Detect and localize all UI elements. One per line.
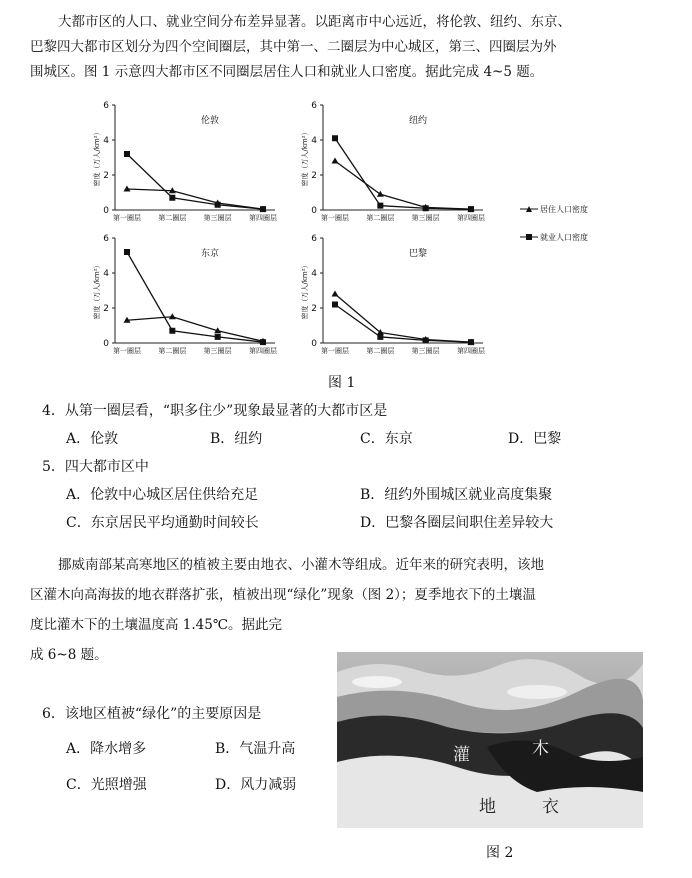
x-tick-label: 第三圈层 (411, 347, 440, 355)
data-point-employment (169, 328, 175, 334)
chart-newyork (283, 95, 503, 233)
data-point-employment (377, 334, 383, 340)
series-line-employment (127, 154, 263, 209)
y-tick-label: 2 (103, 304, 109, 314)
x-tick-label: 第三圈层 (411, 214, 440, 222)
data-point-employment (423, 337, 429, 343)
photo-label-lichen-2: 衣 (542, 797, 559, 817)
y-axis-label: 密度（万人/km²） (301, 261, 309, 320)
x-tick-label: 第四圈层 (249, 214, 277, 222)
chart-title: 东京 (200, 249, 220, 259)
data-point-employment (215, 334, 221, 340)
x-tick-label: 第一圈层 (113, 214, 141, 222)
photo-label-lichen-1: 地 (479, 797, 496, 817)
y-tick-label: 4 (311, 136, 317, 146)
y-tick-label: 6 (103, 234, 109, 244)
data-point-employment (332, 135, 338, 141)
y-axis-label: 密度（万人/km²） (93, 128, 101, 187)
question-5-option-b: B．纽约外围城区就业高度集聚 (360, 487, 553, 503)
data-point-employment (215, 202, 221, 208)
intro2-line-4: 成 6~8 题。 (30, 647, 108, 663)
data-point-employment (468, 206, 474, 212)
x-tick-label: 第四圈层 (249, 347, 277, 355)
y-tick-label: 4 (103, 136, 109, 146)
y-tick-label: 0 (103, 339, 109, 349)
data-point-employment (169, 195, 175, 201)
chart-london (75, 95, 295, 233)
legend-employment (520, 223, 588, 251)
series-line-employment (127, 252, 263, 342)
question-5-option-a: A．伦敦中心城区居住供给充足 (66, 487, 259, 503)
x-tick-label: 第三圈层 (203, 214, 232, 222)
data-point-residential (332, 291, 339, 297)
data-point-employment (124, 151, 130, 157)
chart-tokyo (75, 228, 295, 366)
y-tick-label: 2 (311, 304, 317, 314)
data-point-residential (169, 313, 176, 319)
legend-employment-label: 就业人口密度 (540, 232, 588, 242)
data-point-employment (377, 203, 383, 209)
question-6-option-a: A．降水增多 (66, 741, 147, 757)
question-6-option-d: D．风力减弱 (215, 777, 297, 793)
figure-1-caption: 图 1 (328, 375, 356, 391)
data-point-employment (260, 206, 266, 212)
legend-residential-label: 居住人口密度 (540, 204, 588, 214)
figure-2-photo (337, 652, 643, 828)
intro-line-3: 围城区。图 1 示意四大都市区不同圈层居住人口和就业人口密度。据此完成 4~5 题。 (30, 64, 544, 80)
question-6-option-b: B．气温升高 (215, 741, 296, 757)
chart-title: 巴黎 (408, 249, 428, 259)
series-line-residential (127, 317, 263, 342)
question-5-option-d: D．巴黎各圈层间职住差异较大 (360, 515, 554, 531)
x-tick-label: 第一圈层 (113, 347, 141, 355)
y-tick-label: 6 (103, 101, 109, 111)
question-5-option-c: C．东京居民平均通勤时间较长 (66, 515, 259, 531)
photo-label-shrub-2: 木 (532, 739, 549, 759)
chart-title: 纽约 (408, 116, 428, 126)
chart-legend (520, 195, 588, 251)
question-4-option-d: D．巴黎 (508, 431, 562, 447)
series-line-residential (127, 189, 263, 209)
x-tick-label: 第四圈层 (457, 214, 485, 222)
x-tick-label: 第四圈层 (457, 347, 485, 355)
y-axis-label: 密度（万人/km²） (93, 261, 101, 320)
y-tick-label: 0 (311, 339, 317, 349)
question-4-stem: 4．从第一圈层看，“职多住少”现象最显著的大都市区是 (42, 403, 388, 419)
question-6-option-c: C．光照增强 (66, 777, 147, 793)
series-line-employment (335, 138, 471, 209)
photo-label-shrub-1: 灌 (453, 745, 470, 765)
y-axis-label: 密度（万人/km²） (301, 128, 309, 187)
intro-line-1: 大都市区的人口、就业空间分布差异显著。以距离市中心远近，将伦敦、纽约、东京、 (58, 14, 571, 30)
question-4-option-b: B．纽约 (210, 431, 263, 447)
x-tick-label: 第二圈层 (366, 214, 395, 222)
y-tick-label: 4 (103, 269, 109, 279)
data-point-residential (332, 158, 339, 164)
y-tick-label: 6 (311, 101, 317, 111)
intro2-line-1: 挪威南部某高寒地区的植被主要由地衣、小灌木等组成。近年来的研究表明，该地 (58, 557, 544, 573)
x-tick-label: 第二圈层 (158, 214, 187, 222)
question-6-stem: 6．该地区植被“绿化”的主要原因是 (42, 706, 262, 722)
y-tick-label: 0 (311, 206, 317, 216)
x-tick-label: 第三圈层 (203, 347, 232, 355)
legend-residential (520, 195, 588, 223)
intro-paragraph (30, 10, 670, 85)
x-tick-label: 第一圈层 (321, 347, 349, 355)
series-line-residential (335, 294, 471, 342)
question-5-stem: 5．四大都市区中 (42, 459, 149, 475)
question-4-option-c: C．东京 (360, 431, 413, 447)
data-point-employment (468, 339, 474, 345)
question-4-option-a: A．伦敦 (66, 431, 119, 447)
x-tick-label: 第二圈层 (158, 347, 187, 355)
y-tick-label: 4 (311, 269, 317, 279)
chart-paris (283, 228, 503, 366)
data-point-employment (332, 302, 338, 308)
figure-2-caption: 图 2 (486, 845, 514, 861)
intro-line-2: 巴黎四大都市区划分为四个空间圈层，其中第一、二圈层为中心城区，第三、四圈层为外 (30, 39, 557, 55)
intro2-line-3: 度比灌木下的土壤温度高 1.45℃。据此完 (30, 617, 282, 633)
data-point-employment (423, 205, 429, 211)
y-tick-label: 2 (103, 171, 109, 181)
data-point-employment (124, 249, 130, 255)
intro2-line-2: 区灌木向高海拔的地衣群落扩张，植被出现“绿化”现象（图 2）；夏季地衣下的土壤温 (30, 587, 536, 603)
data-point-employment (260, 339, 266, 345)
y-tick-label: 6 (311, 234, 317, 244)
x-tick-label: 第二圈层 (366, 347, 395, 355)
x-tick-label: 第一圈层 (321, 214, 349, 222)
chart-title: 伦敦 (200, 116, 220, 126)
y-tick-label: 2 (311, 171, 317, 181)
y-tick-label: 0 (103, 206, 109, 216)
